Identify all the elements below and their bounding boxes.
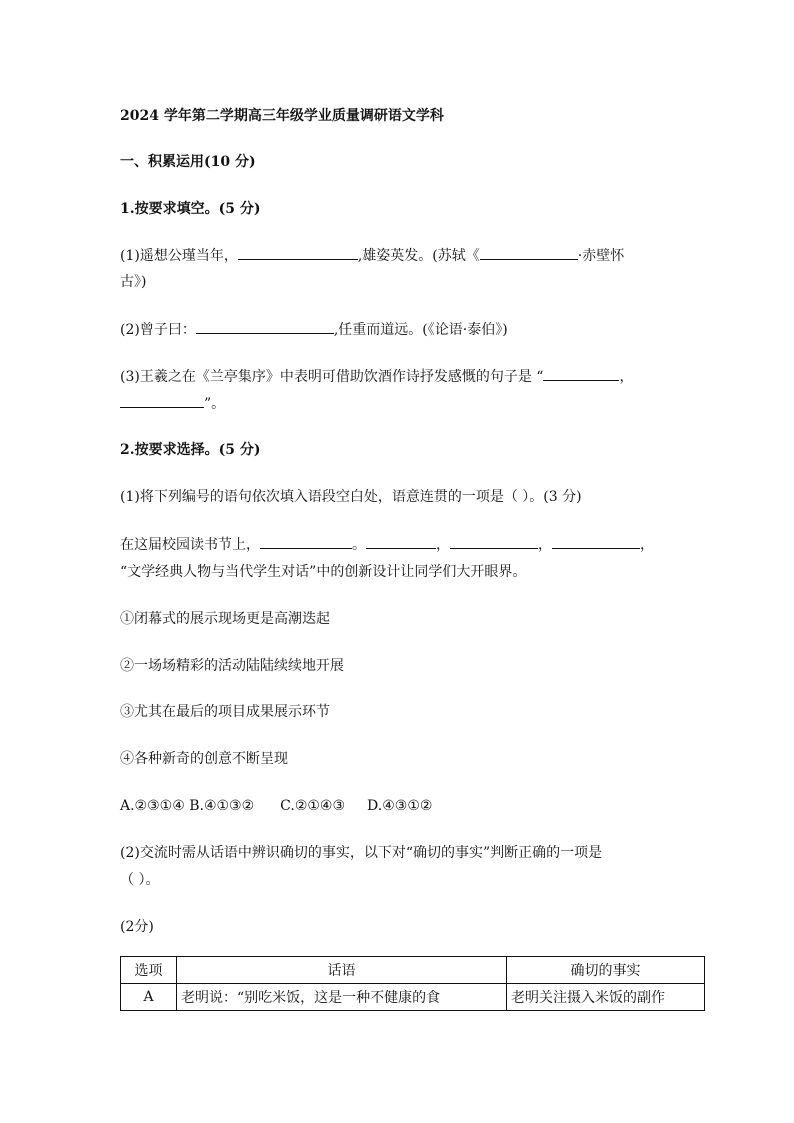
- passage-punct-1: 。: [352, 537, 366, 553]
- answer-blank: [543, 366, 619, 381]
- sentence-option: ①闭幕式的展示现场更是高潮迭起: [120, 611, 330, 627]
- item-2-prefix: (2)曾子曰：: [120, 322, 196, 338]
- page-crop-edge: [0, 1014, 794, 1123]
- item-3-comma: ，: [619, 369, 634, 385]
- choice-c: C.②①④③: [280, 798, 346, 814]
- answer-choices: [120, 796, 432, 816]
- table-cell: 老明关注摄入米饭的副作: [507, 984, 705, 1011]
- sentence-option: ④各种新奇的创意不断呈现: [120, 751, 288, 767]
- table-cell: A: [121, 984, 177, 1011]
- section-heading: 一、积累运用(10 分): [120, 154, 256, 170]
- passage-punct-2: ，: [436, 537, 450, 553]
- options-table: [120, 956, 705, 1011]
- question-2-heading: 2.按要求选择。(5 分): [120, 442, 261, 458]
- table-header-row: [121, 957, 705, 984]
- question-1-item-3-cont: [120, 393, 225, 414]
- sentence-option: ③尤其在最后的项目成果展示环节: [120, 704, 330, 720]
- answer-blank: [238, 245, 358, 260]
- item-1-suffix: ·赤壁怀: [577, 248, 625, 264]
- passage-line-2: “文学经典人物与当代学生对话”中的创新设计让同学们大开眼界。: [120, 564, 527, 580]
- answer-blank: [450, 534, 538, 549]
- choice-b: B.④①③②: [189, 798, 255, 814]
- passage-line-1: [120, 534, 654, 555]
- item-2-suffix: ,任重而道远。(《论语·泰伯》): [333, 322, 508, 338]
- table-header-cell: 选项: [121, 957, 177, 984]
- answer-blank: [552, 534, 640, 549]
- question-1-item-2: [120, 319, 508, 340]
- question-1-item-1-cont: 古》): [120, 274, 147, 290]
- table-cell: 老明说：“别吃米饭，这是一种不健康的食: [177, 984, 507, 1011]
- table-header-cell: 话语: [177, 957, 507, 984]
- passage-start: 在这届校园读书节上，: [120, 537, 260, 553]
- item-3-end: ”。: [204, 396, 226, 412]
- item-3-prefix: (3)王羲之在《兰亭集序》中表明可借助饮酒作诗抒发感慨的句子是 “: [120, 369, 544, 385]
- sentence-option: ②一场场精彩的活动陆陆续续地开展: [120, 658, 344, 674]
- answer-blank: [480, 245, 578, 260]
- question-1-item-1: [120, 245, 624, 266]
- answer-blank: [120, 393, 204, 408]
- table-header-cell: 确切的事实: [507, 957, 705, 984]
- choice-a: A.②③①④: [120, 798, 185, 814]
- answer-blank: [366, 534, 436, 549]
- table-row: [121, 984, 705, 1011]
- answer-blank: [260, 534, 352, 549]
- question-2-2-stem-cont: （ ）。: [120, 872, 160, 888]
- choice-d: D.④③①②: [367, 798, 433, 814]
- doc-title: 2024 学年第二学期高三年级学业质量调研语文学科: [120, 108, 444, 124]
- item-1-prefix: (1)遥想公瑾当年，: [120, 248, 238, 264]
- passage-punct-3: ，: [538, 537, 552, 553]
- question-1-item-3: [120, 366, 633, 387]
- item-1-mid: ,雄姿英发。(苏轼《: [357, 248, 480, 264]
- question-1-heading: 1.按要求填空。(5 分): [120, 201, 261, 217]
- question-2-2-stem: (2)交流时需从话语中辨识确切的事实，以下对“确切的事实”判断正确的一项是: [120, 845, 603, 861]
- answer-blank: [196, 319, 334, 334]
- passage-punct-4: ，: [640, 537, 654, 553]
- question-2-2-points: (2分): [120, 919, 154, 935]
- question-2-1-stem: (1)将下列编号的语句依次填入语段空白处，语意连贯的一项是（ ）。(3 分): [120, 489, 582, 505]
